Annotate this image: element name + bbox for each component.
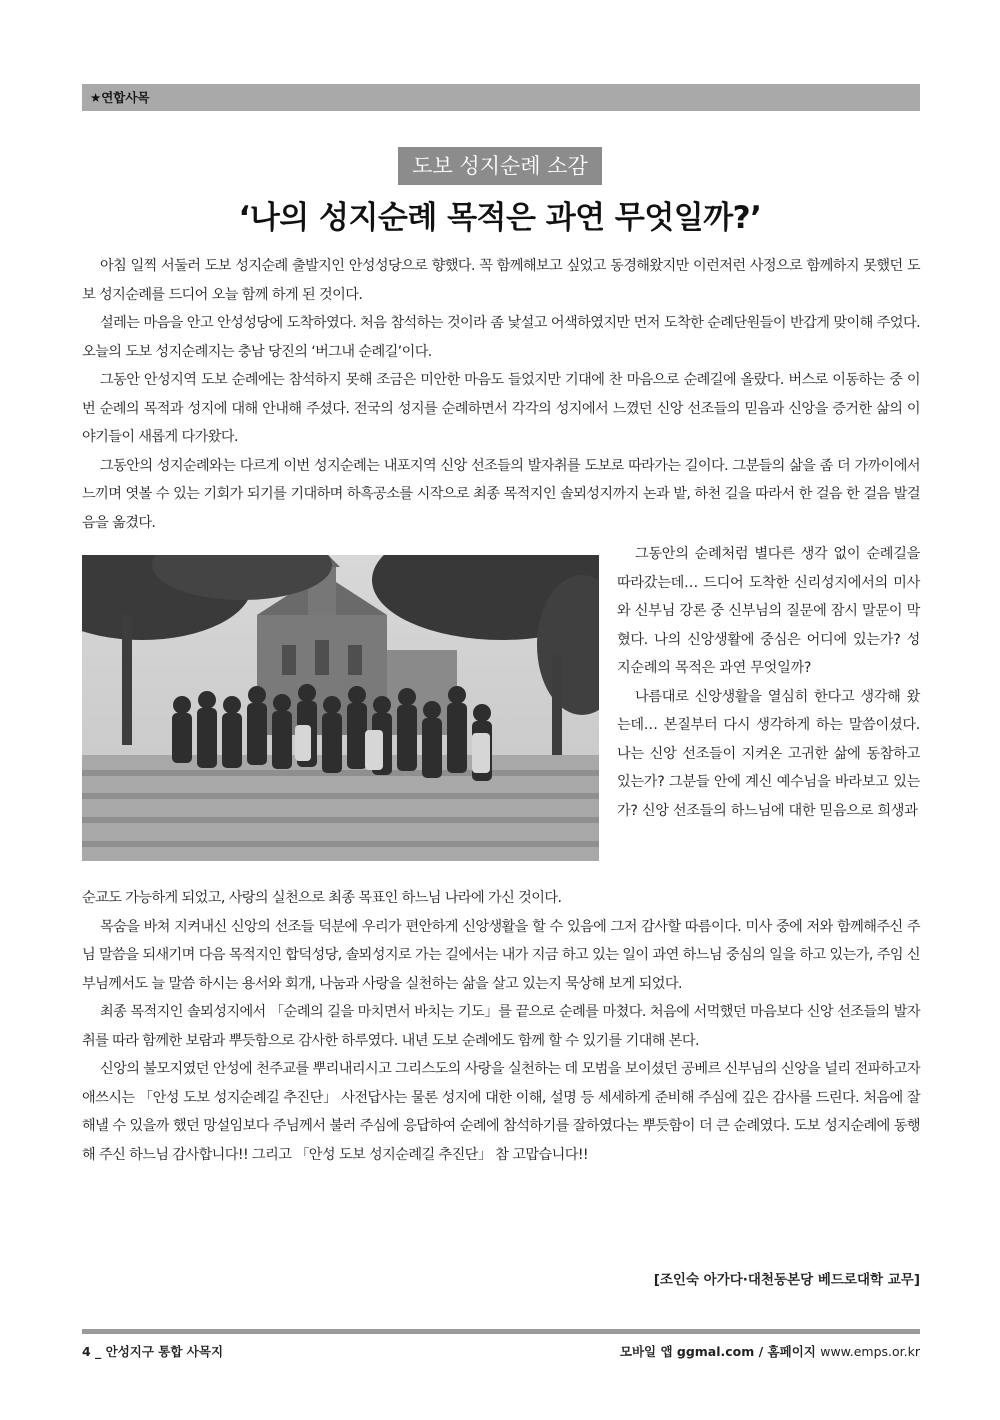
paragraph: 그동안 안성지역 도보 순례에는 참석하지 못해 조금은 미안한 마음도 들었지만 기대에 찬 마음으로 순례길에 올랐다. 버스로 이동하는 중 이번 순례의 목적과 성지에 대해 안내해 주셨다. 전국의 성지를 순례하면서 각각의 성지에서 느꼈던 신앙 선조들의 믿음과 신앙을 증거한 삶의 이야기들이 새롭게 다가왔다. [82,372,920,445]
article-body-top [82,252,920,537]
author-byline: [조인숙 아가다·대천동본당 베드로대학 교무] [653,1272,920,1288]
group-photo-illustration [82,555,599,861]
group-photo [82,555,599,861]
section-label: ★연합사목 [90,90,150,105]
footer-divider [82,1329,920,1334]
section-header-bar [82,84,920,111]
paragraph: 설레는 마음을 안고 안성성당에 도착하였다. 처음 참석하는 것이라 좀 낯설고 어색하였지만 먼저 도착한 순례단원들이 반갑게 맞이해 주었다. 오늘의 도보 성지순례지는 충남 당진의 ‘버그내 순례길’이다. [82,315,920,360]
paragraph-continuation: 순교도 가능하게 되었고, 사랑의 실천으로 최종 목표인 하느님 나라에 가신 것이다. [82,890,562,906]
paragraph: 신앙의 불모지였던 안성에 천주교를 뿌리내리시고 그리스도의 사랑을 실천하는 데 모범을 보이셨던 공베르 신부님의 신앙을 널리 전파하고자 애쓰시는 「안성 도보 성지순례길 추진단」 사전답사는 물론 성지에 대한 이해, 설명 등 세세하게 준비해 주심에 깊은 감사를 드린다. 처음에 잘 해낼 수 있을까 했던 망설임보다 주님께서 불러 주심에 응답하여 순례에 참석하기를 잘하였다는 뿌듯함이 더 큰 순례였다. 도보 성지순례에 동행해 주신 하느님 감사합니다!! 그리고 「안성 도보 성지순례길 추진단」 참 고맙습니다!! [82,1061,920,1163]
article-title: ‘나의 성지순례 목적은 과연 무엇일까?’ [238,200,762,236]
paragraph: 그동안의 순례처럼 별다른 생각 없이 순례길을 따라갔는데… 드디어 도착한 신리성지에서의 미사와 신부님 강론 중 신부님의 질문에 잠시 말문이 막혔다. 나의 신앙생활에 중심은 어디에 있는가? 성지순례의 목적은 과연 무엇일까? [617,546,920,676]
article-side-column [617,540,920,825]
paragraph: 목숨을 바쳐 지켜내신 신앙의 선조들 덕분에 우리가 편안하게 신앙생활을 할 수 있음에 그저 감사할 따름이다. 미사 중에 저와 함께해주신 주님 말씀을 되새기며 다음 목적지인 합덕성당, 솔뫼성지로 가는 길에서는 내가 지금 하고 있는 일이 과연 하느님 중심의 일을 하고 있는가, 주임 신부님께서도 늘 말씀 하시는 용서와 회개, 나눔과 사랑을 실천하는 삶을 살고 있는지 묵상해 보게 되었다. [82,918,920,992]
article-body-bottom [82,884,920,1169]
article-kicker: 도보 성지순례 소감 [398,147,602,185]
kicker-wrapper [0,147,1000,185]
footer-website-link[interactable]: www.emps.or.kr [820,1344,920,1359]
paragraph: 그동안의 성지순례와는 다르게 이번 성지순례는 내포지역 신앙 선조들의 발자취를 도보로 따라가는 길이다. 그분들의 삶을 좀 더 가까이에서 느끼며 엿볼 수 있는 기회가 되기를 기대하며 하흑공소를 시작으로 최종 목적지인 솔뫼성지까지 논과 밭, 하천 길을 따라서 한 걸음 한 걸음 발걸음을 옮겼다. [82,457,920,531]
footer-contact [620,1342,920,1360]
footer-page-info: 4 _ 안성지구 통합 사목지 [82,1344,224,1359]
footer-app-info: 모바일 앱 ggmal.com / 홈페이지 [619,1344,821,1359]
paragraph: 최종 목적지인 솔뫼성지에서 「순례의 길을 마치면서 바치는 기도」를 끝으로 순례를 마쳤다. 처음에 서먹했던 마음보다 신앙 선조들의 발자취를 따라 함께한 보람과 뿌듯함으로 감사한 하루였다. 내년 도보 순례에도 함께 할 수 있기를 기대해 본다. [82,1004,920,1049]
paragraph: 아침 일찍 서둘러 도보 성지순례 출발지인 안성성당으로 향했다. 꼭 함께해보고 싶었고 동경해왔지만 이런저런 사정으로 함께하지 못했던 도보 성지순례를 드디어 오늘 함께 하게 된 것이다. [82,258,920,303]
paragraph: 나름대로 신앙생활을 열심히 한다고 생각해 왔는데… 본질부터 다시 생각하게 하는 말씀이셨다. 나는 신앙 선조들이 지켜온 고귀한 삶에 동참하고 있는가? 그분들 안에 계신 예수님을 바라보고 있는가? 신앙 선조들의 하느님에 대한 믿음으로 희생과 [617,688,920,819]
